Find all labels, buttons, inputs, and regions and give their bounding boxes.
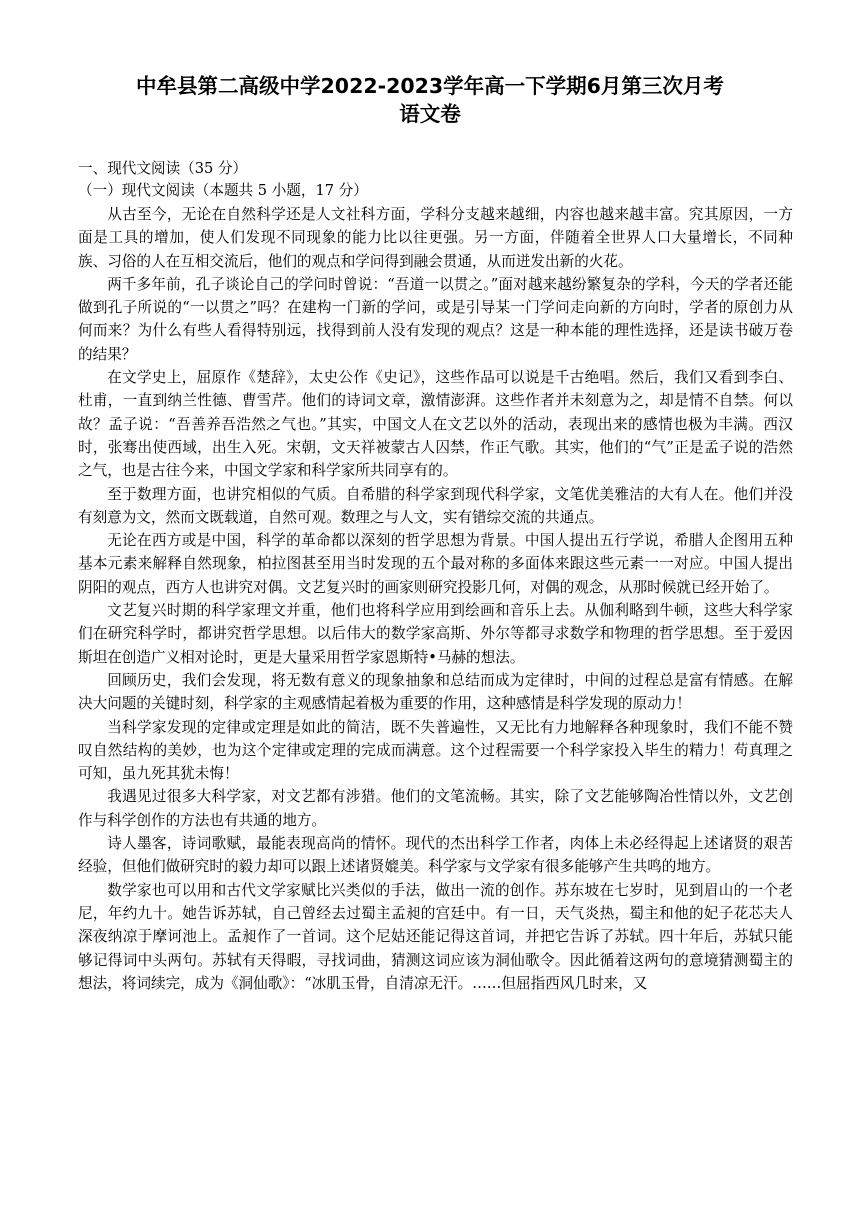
- paragraph: 在文学史上，屈原作《楚辞》，太史公作《史记》，这些作品可以说是千古绝唱。然后，我们又看到李白、杜甫，一直到纳兰性德、曹雪芹。他们的诗词文章，激情澎湃。这些作者并未刻意为之，却是情不自禁。何以故？孟子说：“吾善养吾浩然之气也。”其实，中国文人在文艺以外的活动，表现出来的感情也极为丰满。西汉时，张骞出使西域，出生入死。宋朝，文天祥被蒙古人囚禁，作正气歌。其实，他们的“气”正是孟子说的浩然之气，也是古往今来，中国文学家和科学家所共同享有的。: [78, 369, 793, 480]
- paragraph: 当科学家发现的定律或定理是如此的简洁，既不失普遍性，又无比有力地解释各种现象时，我们不能不赞叹自然结构的美妙，也为这个定律或定理的完成而满意。这个过程需要一个科学家投入毕生的精力！苟真理之可知，虽九死其犹未悔！: [78, 718, 793, 783]
- paragraph: 诗人墨客，诗词歌赋，最能表现高尚的情怀。现代的杰出科学工作者，肉体上未必经得起上述诸贤的艰苦经验，但他们做研究时的毅力却可以跟上述诸贤媲美。科学家与文学家有很多能够产生共鸣的地方。: [78, 835, 793, 876]
- document-title: 中牟县第二高级中学2022-2023学年高一下学期6月第三次月考: [136, 74, 724, 98]
- paragraph: 数学家也可以用和古代文学家赋比兴类似的手法，做出一流的创作。苏东坡在七岁时，见到眉山的一个老尼，年约九十。她告诉苏轼，自己曾经去过蜀主孟昶的宫廷中。有一日，天气炎热，蜀主和他的妃子花芯夫人深夜纳凉于摩诃池上。孟昶作了一首词。这个尼姑还能记得这首词，并把它告诉了苏轼。四十年后，苏轼只能够记得词中头两句。苏轼有天得暇，寻找词曲，猜测这词应该为洞仙歌令。因此循着这两句的意境猜测蜀主的想法，将词续完，成为《洞仙歌》：“冰肌玉骨，自清凉无汗。……但屈指西风几时来，又: [78, 881, 793, 992]
- paragraph: 我遇见过很多大科学家，对文艺都有涉猎。他们的文笔流畅。其实，除了文艺能够陶冶性情以外，文艺创作与科学创作的方法也有共通的地方。: [78, 788, 793, 829]
- paragraph: 两千多年前，孔子谈论自己的学问时曾说：“吾道一以贯之。”面对越来越纷繁复杂的学科，今天的学者还能做到孔子所说的“一以贯之”吗？在建构一门新的学问，或是引导某一门学问走向新的方向时，学者的原创力从何而来？为什么有些人看得特别远，找得到前人没有发现的观点？这是一种本能的理性选择，还是读书破万卷的结果？: [78, 275, 793, 363]
- paragraph: 文艺复兴时期的科学家理文并重，他们也将科学应用到绘画和音乐上去。从伽利略到牛顿，这些大科学家们在研究科学时，都讲究哲学思想。以后伟大的数学家高斯、外尔等都寻求数学和物理的哲学思想。至于爱因斯坦在创造广义相对论时，更是大量采用哲学家恩斯特•马赫的想法。: [78, 602, 793, 666]
- subsection-heading: （一）现代文阅读（本题共 5 小题，17 分）: [78, 182, 368, 199]
- reading-passage: [78, 203, 793, 995]
- paragraph: 回顾历史，我们会发现，将无数有意义的现象抽象和总结而成为定律时，中间的过程总是富有情感。在解决大问题的关键时刻，科学家的主观感情起着极为重要的作用，这种感情是科学发现的原动力！: [78, 671, 793, 713]
- document-subtitle: 语文卷: [399, 102, 461, 126]
- paragraph: 至于数理方面，也讲究相似的气质。自希腊的科学家到现代科学家，文笔优美雅洁的大有人在。他们并没有刻意为文，然而文既载道，自然可观。数理之与人文，实有错综交流的共通点。: [78, 485, 793, 526]
- paragraph: 无论在西方或是中国，科学的革命都以深刻的哲学思想为背景。中国人提出五行学说，希腊人企图用五种基本元素来解释自然现象，柏拉图甚至用当时发现的五个最对称的多面体来跟这些元素一一对应。中国人提出阴阳的观点，西方人也讲究对偶。文艺复兴时的画家则研究投影几何，对偶的观念，从那时候就已经开始了。: [78, 532, 793, 596]
- section-heading: 一、现代文阅读（35 分）: [78, 160, 248, 177]
- paragraph: 从古至今，无论在自然科学还是人文社科方面，学科分支越来越细，内容也越来越丰富。究其原因，一方面是工具的增加，使人们发现不同现象的能力比以往更强。另一方面，伴随着全世界人口大量增长，不同种族、习俗的人在互相交流后，他们的观点和学问得到融会贯通，从而迸发出新的火花。: [78, 206, 793, 270]
